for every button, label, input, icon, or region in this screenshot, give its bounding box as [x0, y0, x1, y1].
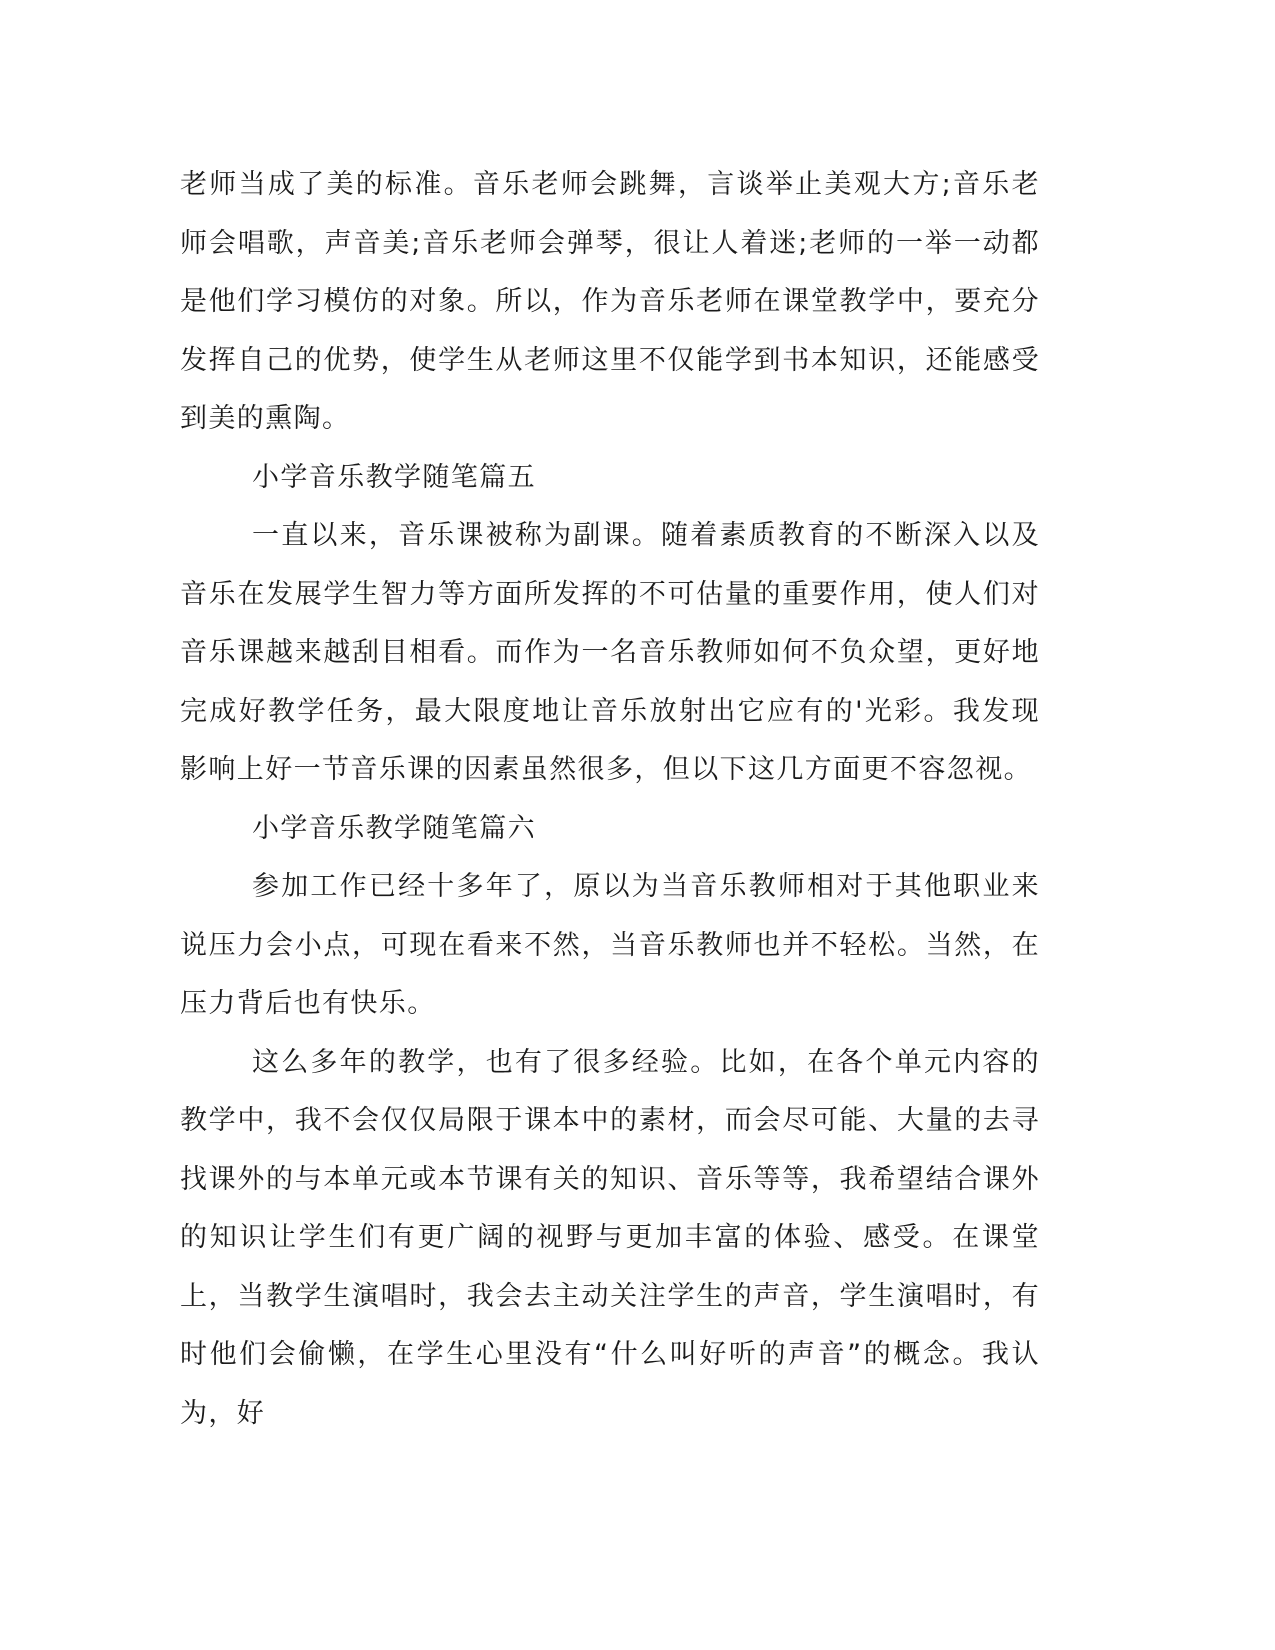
section-heading-six: 小学音乐教学随笔篇六: [252, 812, 536, 844]
paragraph-section-five: 一直以来，音乐课被称为副课。随着素质教育的不断深入以及音乐在发展学生智力等方面所发挥的不可估量的重要作用，使人们对音乐课越来越刮目相看。而作为一名音乐教师如何不负众望，更好地完成好教学任务，最大限度地让音乐放射出它应有的'光彩。我发现影响上好一节音乐课的因素虽然很多，但以下这几方面更不容忽视。: [180, 520, 1040, 785]
paragraph-continued: 老师当成了美的标准。音乐老师会跳舞，言谈举止美观大方;音乐老师会唱歌，声音美;音乐老师会弹琴，很让人着迷;老师的一举一动都是他们学习模仿的对象。所以，作为音乐老师在课堂教学中，要充分发挥自己的优势，使学生从老师这里不仅能学到书本知识，还能感受到美的熏陶。: [180, 169, 1040, 434]
paragraph-section-six-experience: 这么多年的教学，也有了很多经验。比如，在各个单元内容的教学中，我不会仅仅局限于课本中的素材，而会尽可能、大量的去寻找课外的与本单元或本节课有关的知识、音乐等等，我希望结合课外的知识让学生们有更广阔的视野与更加丰富的体验、感受。在课堂上，当教学生演唱时，我会去主动关注学生的声音，学生演唱时，有时他们会偷懒，在学生心里没有“什么叫好听的声音”的概念。我认为，好: [180, 1046, 1040, 1429]
document-body: [180, 156, 1040, 1443]
section-heading-five: 小学音乐教学随笔篇五: [252, 461, 536, 493]
paragraph-section-six-intro: 参加工作已经十多年了，原以为当音乐教师相对于其他职业来说压力会小点，可现在看来不然，当音乐教师也并不轻松。当然，在压力背后也有快乐。: [180, 871, 1040, 1019]
